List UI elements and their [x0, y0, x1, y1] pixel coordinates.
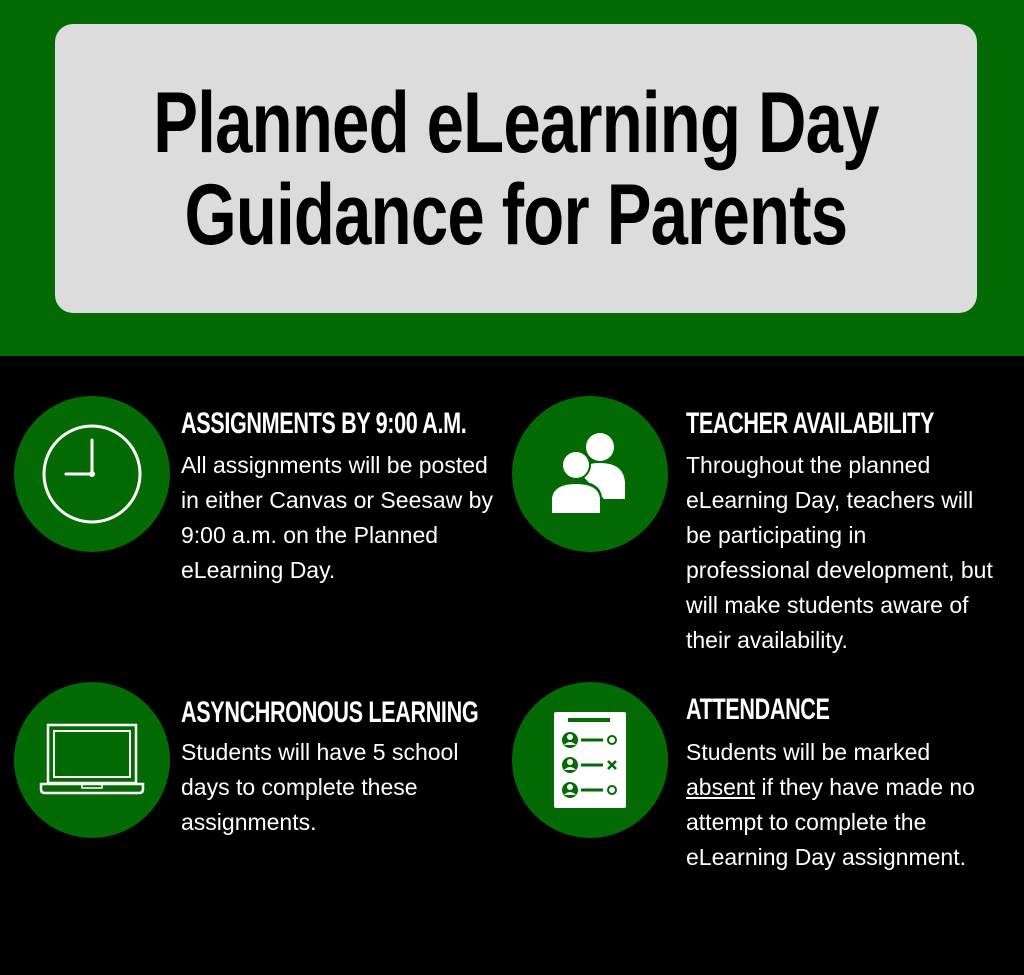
- assignments-body: All assignments will be posted in either Canvas or Seesaw by 9:00 a.m. on the Planned eLearning Day.: [181, 452, 493, 583]
- asynchronous-learning-title: ASYNCHRONOUS LEARNING: [181, 696, 479, 729]
- page-title-line1: Planned eLearning Day: [153, 74, 879, 171]
- attendance-body-pre: Students will be marked: [686, 739, 931, 765]
- attendance-icon-circle: [512, 682, 668, 838]
- users-icon-circle: [512, 396, 668, 552]
- asynchronous-learning-body: Students will have 5 school days to complete these assignments.: [181, 739, 459, 835]
- title-card: [55, 24, 977, 313]
- assignments-title: ASSIGNMENTS BY 9:00 A.M.: [181, 407, 467, 440]
- attendance-title: ATTENDANCE: [686, 693, 830, 726]
- attendance-body: [686, 735, 986, 875]
- clock-icon-circle: [14, 396, 170, 552]
- absent-underlined: absent: [686, 774, 756, 800]
- teacher-availability-title: TEACHER AVAILABILITY: [686, 407, 934, 440]
- teacher-availability-body: Throughout the planned eLearning Day, teachers will be participating in professional development, but will make students aware of their availability.: [686, 452, 993, 653]
- attendance-list-icon: [554, 712, 626, 808]
- header-banner: [0, 0, 1024, 356]
- page-title-line2: Guidance for Parents: [184, 166, 848, 263]
- attendance-body-post: if they have made no attempt to complete the eLearning Day assignment.: [686, 774, 975, 870]
- laptop-icon: [39, 722, 145, 798]
- laptop-icon-circle: [14, 682, 170, 838]
- users-icon: [550, 431, 630, 517]
- clock-icon: [40, 422, 144, 526]
